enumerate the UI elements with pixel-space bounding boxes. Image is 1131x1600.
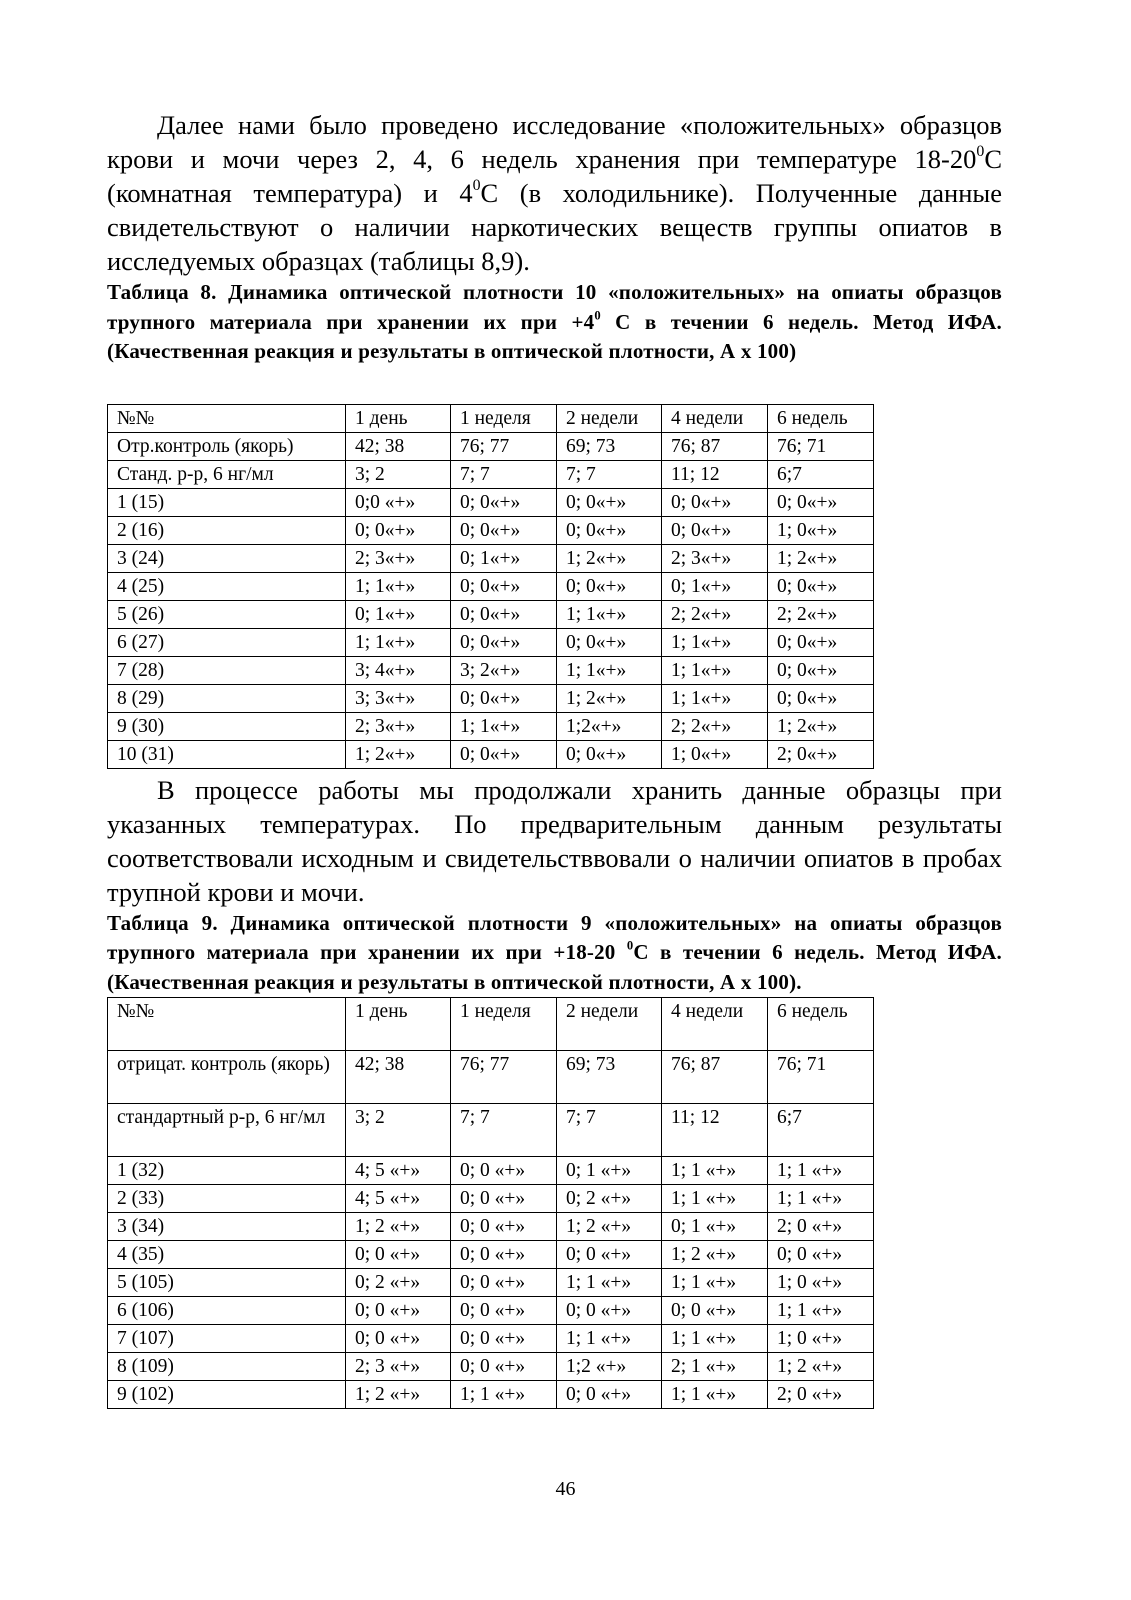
table-cell: 3; 2 [346,1104,451,1157]
table-cell: 2 недели [557,998,662,1051]
table-cell: 2; 2«+» [662,600,768,628]
table-row [108,572,874,600]
table-cell-label: 2 (16) [108,516,346,544]
table-cell: 42; 38 [346,1051,451,1104]
table-row [108,1241,874,1269]
table-cell: 0; 0«+» [451,600,557,628]
table-cell: 11; 12 [662,460,768,488]
table-cell-label: 4 (25) [108,572,346,600]
table-cell: 1; 2 «+» [662,1241,768,1269]
table-cell: 76; 71 [768,432,874,460]
table-cell: 1; 2«+» [557,684,662,712]
table-cell: 1; 1«+» [662,684,768,712]
table-cell-label: 8 (109) [108,1353,346,1381]
table-cell: 1; 2 «+» [557,1213,662,1241]
table-cell: 1; 2«+» [346,740,451,768]
table-cell: 0; 0«+» [346,516,451,544]
middle-paragraph: В процессе работы мы продолжали хранить данные образцы при указанных температурах. По предварительным данным результаты соответствовали исходным и свидетельстввовали о наличии опиатов в пробах трупной крови и мочи. [107,774,1002,907]
table-cell-label: 4 (35) [108,1241,346,1269]
table-cell: 0; 0 «+» [451,1157,557,1185]
table-cell-label: отрицат. контроль (якорь) [108,1051,346,1104]
table-cell: 69; 73 [557,1051,662,1104]
table8 [107,404,874,769]
table-cell: 0; 0«+» [768,572,874,600]
table-row [108,628,874,656]
table-cell: 1; 1«+» [662,656,768,684]
table-cell: 1 день [346,404,451,432]
table-row [108,460,874,488]
table-cell: 0; 1 «+» [662,1213,768,1241]
table-cell: 0; 0«+» [768,628,874,656]
table-cell-label: Станд. р-р, 6 нг/мл [108,460,346,488]
table-cell-label: 6 (27) [108,628,346,656]
table-cell: 2; 3 «+» [346,1353,451,1381]
table-cell: 1; 1 «+» [557,1269,662,1297]
table-cell: 0; 0 «+» [451,1325,557,1353]
table-cell: 4 недели [662,404,768,432]
table-cell: 76; 77 [451,432,557,460]
table-row [108,1297,874,1325]
table-cell-label: 5 (26) [108,600,346,628]
table-cell: 0; 0«+» [451,740,557,768]
table-row [108,1051,874,1104]
table-cell-label: стандартный р-р, 6 нг/мл [108,1104,346,1157]
table-cell: 0; 0«+» [451,628,557,656]
intro-paragraph: Далее нами было проведено исследование «положительных» образцов крови и мочи через 2, 4, 6 недель хранения при температуре $18-20^0С$ (комнатная температура) и $4^0С$ (в холодильнике). Полученные данные свидетельствуют о наличии наркотических веществ группы опиатов в исследуемых образцах (таблицы 8,9). [107,110,1002,276]
table-cell: 11; 12 [662,1104,768,1157]
table-cell: 2; 2«+» [768,600,874,628]
table-cell: 2; 1 «+» [662,1353,768,1381]
table-cell: 7; 7 [557,460,662,488]
page-number: 46 [555,1478,576,1500]
table-cell: 1; 1 «+» [768,1297,874,1325]
table-cell-label: 7 (28) [108,656,346,684]
table-cell: 0; 0«+» [451,684,557,712]
table-cell-label: 10 (31) [108,740,346,768]
table-row [108,656,874,684]
table-cell: 1; 2 «+» [768,1353,874,1381]
table-cell: 1; 0«+» [768,516,874,544]
table-cell: 0; 0«+» [557,516,662,544]
table-cell-label: 9 (30) [108,712,346,740]
page-content [107,108,1002,1409]
table-cell: 7; 7 [451,1104,557,1157]
table-cell: 0; 0 «+» [557,1381,662,1409]
table-cell: 1; 1 «+» [662,1325,768,1353]
table-cell: 1; 1«+» [662,628,768,656]
table-cell: 1; 1 «+» [662,1185,768,1213]
table-cell: 0; 1«+» [662,572,768,600]
table-cell: 1; 1«+» [557,656,662,684]
table-cell: 0; 0«+» [557,488,662,516]
table-cell: 0; 0 «+» [451,1269,557,1297]
table-row [108,1185,874,1213]
table-cell: 1; 0«+» [662,740,768,768]
table-cell: 0; 0«+» [662,488,768,516]
table-cell: 76; 77 [451,1051,557,1104]
table-cell: 1; 1«+» [346,572,451,600]
table-cell: 1; 1«+» [346,628,451,656]
table-cell-label: 5 (105) [108,1269,346,1297]
table-row [108,1269,874,1297]
table-row [108,684,874,712]
table-cell: 0; 0«+» [557,628,662,656]
table9 [107,997,874,1409]
table-cell: 4; 5 «+» [346,1185,451,1213]
table-cell: 1; 2 «+» [346,1381,451,1409]
table-cell: 1 день [346,998,451,1051]
table-cell: 1; 1 «+» [662,1381,768,1409]
table-cell: 1; 1«+» [557,600,662,628]
table-cell: 2; 3«+» [346,544,451,572]
table-cell: 0; 0«+» [557,572,662,600]
table-header-row [108,998,874,1051]
table-cell: 1; 1 «+» [662,1157,768,1185]
table-cell: 3; 2 [346,460,451,488]
table-cell: 2; 3«+» [346,712,451,740]
table-cell: 6 недель [768,998,874,1051]
table-cell-label: 3 (24) [108,544,346,572]
table-cell-label: 7 (107) [108,1325,346,1353]
table-cell: 6;7 [768,460,874,488]
table-cell: 0; 0 «+» [557,1241,662,1269]
table-cell: 76; 71 [768,1051,874,1104]
table-cell: 7; 7 [557,1104,662,1157]
table-cell-label: 8 (29) [108,684,346,712]
table-row [108,1104,874,1157]
table-cell: 0; 0«+» [451,516,557,544]
table8-caption: Таблица 8. Динамика оптической плотности 10 «положительных» на опиаты образцов трупного материала при хранении их при $+4^0$ С в течении 6 недель. Метод ИФА. (Качественная реакция и результаты в оптической плотности, А х 100) [107,280,1002,363]
table-cell: 0; 0 «+» [451,1297,557,1325]
table-cell: 0; 0«+» [451,572,557,600]
table-cell-label: 6 (106) [108,1297,346,1325]
table-row [108,600,874,628]
table-row [108,516,874,544]
table-cell-label: 1 (15) [108,488,346,516]
table-cell: 6;7 [768,1104,874,1157]
table-cell: 1; 0 «+» [768,1325,874,1353]
table-row [108,740,874,768]
table-cell: 76; 87 [662,432,768,460]
table-cell: 0; 0 «+» [346,1297,451,1325]
table-cell: 1; 1 «+» [768,1157,874,1185]
table-cell: 2; 2«+» [662,712,768,740]
table-cell-label: №№ [108,404,346,432]
table-cell: 7; 7 [451,460,557,488]
table-cell: 0; 1 «+» [557,1157,662,1185]
table-row [108,1353,874,1381]
table-row [108,712,874,740]
table-cell: 0; 0«+» [662,516,768,544]
table-cell: 0; 1«+» [346,600,451,628]
table-cell: 0; 0 «+» [346,1241,451,1269]
table-cell: 0; 0 «+» [662,1297,768,1325]
table-cell: 2; 0«+» [768,740,874,768]
table-cell: 2; 0 «+» [768,1213,874,1241]
table-cell: 4; 5 «+» [346,1157,451,1185]
table-cell: 2; 3«+» [662,544,768,572]
table-cell: 3; 2«+» [451,656,557,684]
table-cell: 76; 87 [662,1051,768,1104]
table-cell: 4 недели [662,998,768,1051]
table-cell-label: Отр.контроль (якорь) [108,432,346,460]
table-cell: 1; 1 «+» [451,1381,557,1409]
table-cell: 0; 0 «+» [557,1297,662,1325]
table-cell: 0;0 «+» [346,488,451,516]
table-cell: 3; 3«+» [346,684,451,712]
table-cell: 42; 38 [346,432,451,460]
table9-caption: Таблица 9. Динамика оптической плотности 9 «положительных» на опиаты образцов трупного материала при хранении их при +18-20 $^0$С в течении 6 недель. Метод ИФА. (Качественная реакция и результаты в оптической плотности, А х 100). [107,910,1003,994]
table-row [108,1381,874,1409]
table-cell: 2; 0 «+» [768,1381,874,1409]
table-cell-label: №№ [108,998,346,1051]
table-cell: 1; 1 «+» [557,1325,662,1353]
table-cell: 1; 1 «+» [662,1269,768,1297]
table-row [108,1157,874,1185]
table-cell: 1; 2«+» [768,544,874,572]
table-cell: 0; 0 «+» [451,1185,557,1213]
table-cell-label: 2 (33) [108,1185,346,1213]
table-cell: 0; 0«+» [768,488,874,516]
table-cell: 0; 0 «+» [768,1241,874,1269]
table-cell: 1; 1«+» [451,712,557,740]
table-cell: 0; 2 «+» [557,1185,662,1213]
table-cell: 1;2«+» [557,712,662,740]
table-cell: 1; 2«+» [768,712,874,740]
table-cell: 1 неделя [451,404,557,432]
table-row [108,544,874,572]
table-cell: 69; 73 [557,432,662,460]
table-cell-label: 3 (34) [108,1213,346,1241]
table-cell: 0; 1«+» [451,544,557,572]
table-cell: 1; 2 «+» [346,1213,451,1241]
table-cell: 0; 0«+» [557,740,662,768]
table-cell: 1 неделя [451,998,557,1051]
table-cell: 0; 2 «+» [346,1269,451,1297]
table-cell: 2 недели [557,404,662,432]
table-row [108,432,874,460]
table-cell: 0; 0«+» [768,684,874,712]
table-cell: 0; 0«+» [451,488,557,516]
table-cell: 1;2 «+» [557,1353,662,1381]
table-row [108,1325,874,1353]
table-cell: 1; 0 «+» [768,1269,874,1297]
table-cell: 0; 0 «+» [451,1353,557,1381]
table-cell: 3; 4«+» [346,656,451,684]
table-header-row [108,404,874,432]
table-cell: 0; 0 «+» [346,1325,451,1353]
table-cell: 0; 0 «+» [451,1241,557,1269]
table-cell: 6 недель [768,404,874,432]
table-cell-label: 9 (102) [108,1381,346,1409]
table-cell: 1; 1 «+» [768,1185,874,1213]
table-cell: 0; 0 «+» [451,1213,557,1241]
table-cell-label: 1 (32) [108,1157,346,1185]
table-row [108,1213,874,1241]
table-cell: 1; 2«+» [557,544,662,572]
table-row [108,488,874,516]
table-cell: 0; 0«+» [768,656,874,684]
